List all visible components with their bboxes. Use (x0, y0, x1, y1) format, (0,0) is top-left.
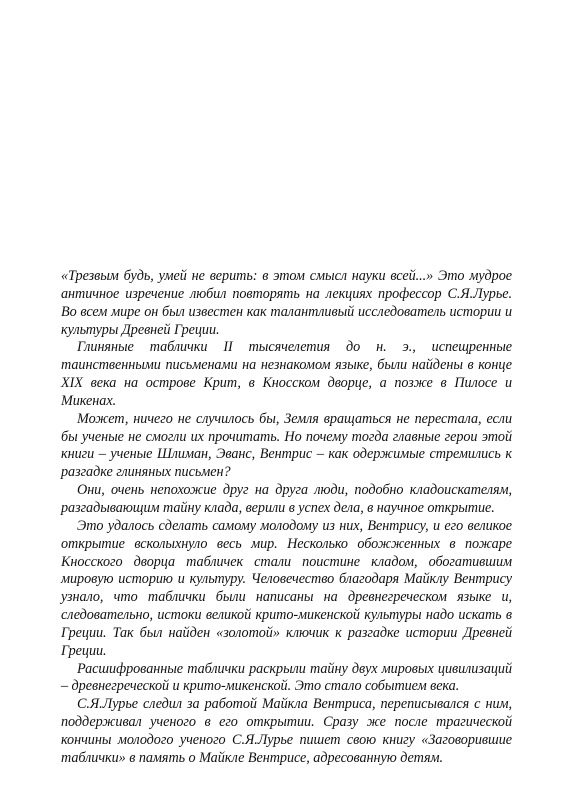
paragraph-civilizations: Расшифрованные таблички раскрыли тайну двух мировых цивилизаций – древнегреческой и крито-микенской. Это стало событием века. (61, 660, 512, 695)
paragraph-lurie-book: С.Я.Лурье следил за работой Майкла Вентриса, переписывался с ним, поддерживал ученого в его открытии. Сразу же после трагической кончины молодого ученого С.Я.Лурье пишет свою книгу «Заговорившие таблички» в память о Майкле Вентрисе, адресованную детям. (61, 696, 512, 766)
paragraph-ventris-discovery: Это удалось сделать самому молодому из них, Вентрису, и его великое открытие всколыхнуло весь мир. Несколько обожженных в пожаре Кносского дворца табличек стали поистине кладом, обогатившим мировую историю и культуру. Человечество благодаря Майклу Вентрису узнало, что таблички были написаны на древнегреческом языке и, следовательно, истоки великой крито-микенской культуры надо искать в Греции. Так был найден «золотой» ключик к разгадке истории Древней Греции. (61, 517, 512, 659)
paragraph-tablets: Глиняные таблички II тысячелетия до н. э., испещренные таинственными письменами на незнакомом языке, были найдены в конце XIX века на острове Крит, в Кносском дворце, а позже в Пилосе и Микенах. (61, 339, 512, 409)
paragraph-treasure-hunters: Они, очень непохожие друг на друга люди, подобно кладоискателям, разгадывающим тайну клада, верили в успех дела, в научное открытие. (61, 482, 512, 516)
paragraph-intro: «Трезвым будь, умей не верить: в этом смысл науки всей...» Это мудрое античное изречение любил повторять на лекциях профессор С.Я.Лурье. Во всем мире он был известен как талантливый исследователь истории и культуры Древней Греции. (61, 268, 512, 338)
paragraph-question: Может, ничего не случилось бы, Земля вращаться не перестала, если бы ученые не смогли их прочитать. Но почему тогда главные герои этой книги – ученые Шлиман, Эванс, Вентрис – как одержимые стремились к разгадке глиняных письмен? (61, 410, 512, 481)
body-text (61, 268, 512, 768)
